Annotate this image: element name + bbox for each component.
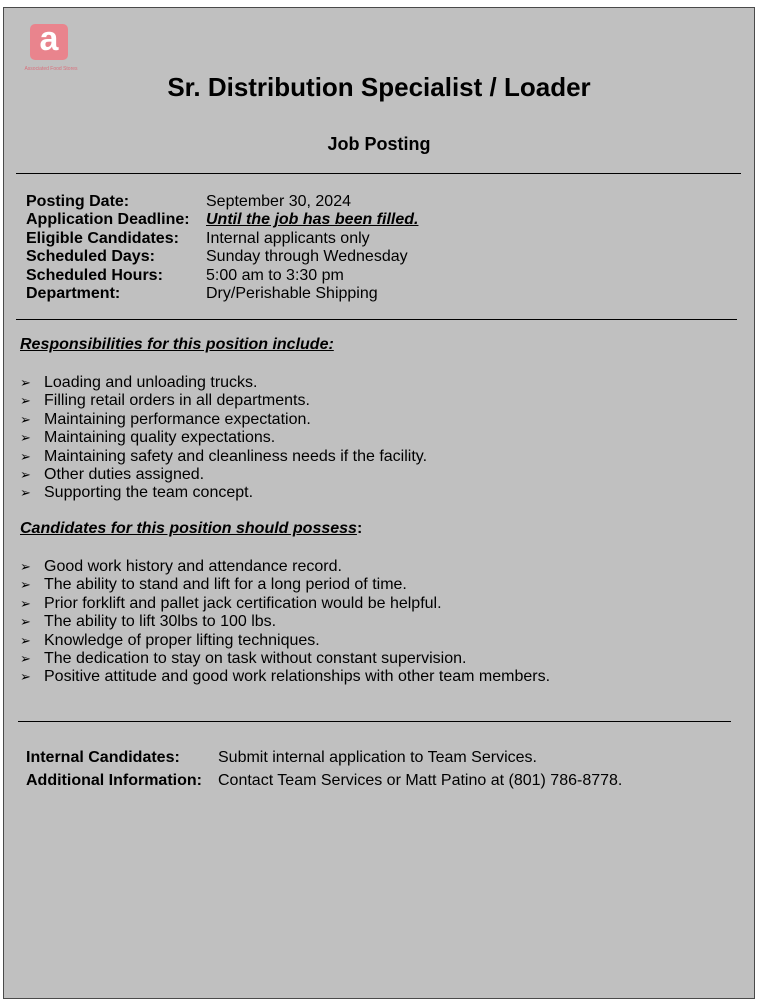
list-item-text: Maintaining quality expectations. xyxy=(44,429,276,447)
contact-label: Additional Information: xyxy=(26,772,202,789)
detail-value: 5:00 am to 3:30 pm xyxy=(206,266,344,284)
detail-label: Posting Date: xyxy=(26,193,130,210)
arrow-bullet-icon: ➢ xyxy=(20,577,31,593)
arrow-bullet-icon: ➢ xyxy=(20,632,31,648)
list-item-text: The dedication to stay on task without constant supervision. xyxy=(44,649,467,667)
detail-row xyxy=(26,230,418,248)
detail-label: Scheduled Days: xyxy=(26,248,155,266)
list-item xyxy=(20,392,427,410)
list-item xyxy=(20,374,427,392)
list-item xyxy=(20,595,550,613)
list-item xyxy=(20,411,427,429)
arrow-bullet-icon: ➢ xyxy=(20,595,31,611)
contact-label: Internal Candidates: xyxy=(26,749,180,766)
arrow-bullet-icon: ➢ xyxy=(20,448,31,464)
logo-letter: a xyxy=(39,20,59,58)
list-item xyxy=(20,613,550,631)
divider xyxy=(16,319,737,320)
arrow-bullet-icon: ➢ xyxy=(20,669,31,685)
contact-row xyxy=(26,769,622,792)
list-item-text: Prior forklift and pallet jack certification would be helpful. xyxy=(44,594,442,612)
list-item-text: Other duties assigned. xyxy=(44,465,205,483)
detail-label: Scheduled Hours: xyxy=(26,266,163,284)
arrow-bullet-icon: ➢ xyxy=(20,411,31,427)
logo-text: Associated Food Stores xyxy=(24,66,78,72)
list-item xyxy=(20,668,550,686)
arrow-bullet-icon: ➢ xyxy=(20,375,31,390)
list-item xyxy=(20,484,427,502)
detail-label: Application Deadline: xyxy=(26,211,190,229)
detail-row xyxy=(26,211,418,229)
detail-value: Dry/Perishable Shipping xyxy=(206,284,378,302)
detail-row xyxy=(26,193,418,211)
list-item-text: Supporting the team concept. xyxy=(44,484,254,502)
page-subtitle: Job Posting xyxy=(327,134,431,154)
posting-details xyxy=(26,193,418,303)
logo-icon xyxy=(30,20,68,60)
responsibilities-heading-text: Responsibilities for this position include: xyxy=(20,336,334,353)
arrow-bullet-icon: ➢ xyxy=(20,485,31,501)
candidates-heading-text: Candidates for this position should possess xyxy=(20,520,357,537)
detail-label: Eligible Candidates: xyxy=(26,229,179,247)
detail-row xyxy=(26,248,418,266)
arrow-bullet-icon: ➢ xyxy=(20,650,31,666)
contact-info xyxy=(26,746,622,792)
list-item-text: Positive attitude and good work relationships with other team members. xyxy=(44,668,551,686)
list-item xyxy=(20,632,550,650)
arrow-bullet-icon: ➢ xyxy=(20,430,31,446)
responsibilities-heading xyxy=(20,336,334,354)
candidates-list xyxy=(20,558,550,687)
list-item-text: Loading and unloading trucks. xyxy=(44,374,258,391)
detail-value: Internal applicants only xyxy=(206,229,370,247)
list-item xyxy=(20,448,427,466)
list-item-text: Maintaining performance expectation. xyxy=(44,410,311,428)
list-item xyxy=(20,650,550,668)
contact-value: Contact Team Services or Matt Patino at (801) 786-8778. xyxy=(218,772,623,789)
list-item-text: Knowledge of proper lifting techniques. xyxy=(44,631,320,649)
job-posting-page xyxy=(3,7,755,999)
list-item xyxy=(20,429,427,447)
arrow-bullet-icon: ➢ xyxy=(20,614,31,630)
arrow-bullet-icon: ➢ xyxy=(20,393,31,409)
list-item-text: The ability to lift 30lbs to 100 lbs. xyxy=(44,613,277,631)
detail-value: Sunday through Wednesday xyxy=(206,248,408,266)
list-item-text: The ability to stand and lift for a long period of time. xyxy=(44,576,407,594)
list-item xyxy=(20,466,427,484)
page-title: Sr. Distribution Specialist / Loader xyxy=(167,72,591,102)
list-item-text: Filling retail orders in all departments. xyxy=(44,392,310,410)
detail-row xyxy=(26,267,418,285)
arrow-bullet-icon: ➢ xyxy=(20,559,31,574)
list-item-text: Maintaining safety and cleanliness needs if the facility. xyxy=(44,447,428,465)
list-item xyxy=(20,558,550,576)
divider xyxy=(16,173,741,174)
contact-row xyxy=(26,746,622,769)
list-item-text: Good work history and attendance record. xyxy=(44,558,342,575)
detail-value: Until the job has been filled. xyxy=(206,211,419,229)
candidates-heading xyxy=(20,520,362,538)
contact-value: Submit internal application to Team Services. xyxy=(218,749,537,766)
responsibilities-list xyxy=(20,374,427,503)
list-item xyxy=(20,576,550,594)
arrow-bullet-icon: ➢ xyxy=(20,466,31,482)
detail-row xyxy=(26,285,418,303)
detail-value: September 30, 2024 xyxy=(206,193,351,210)
candidates-heading-colon: : xyxy=(356,520,363,537)
divider xyxy=(18,721,731,722)
detail-label: Department: xyxy=(26,284,121,302)
